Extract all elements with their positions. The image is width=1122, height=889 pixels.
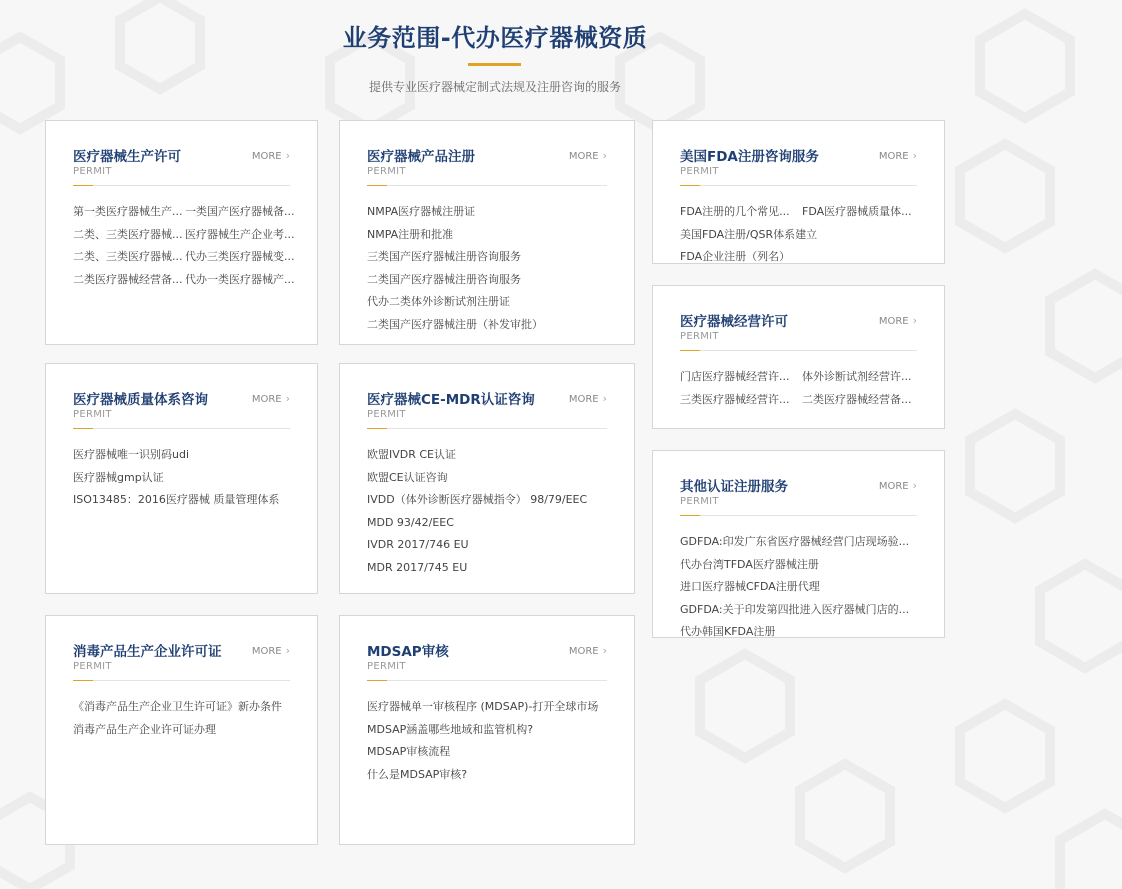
card-links [680,366,924,411]
more-link[interactable] [252,392,290,405]
list-item[interactable]: 第一类医疗器械生产... [73,205,183,218]
chevron-right-icon: › [912,314,917,327]
list-item[interactable]: 一类国产医疗器械备... [185,205,295,218]
list-item[interactable]: 欧盟IVDR CE认证 [367,448,457,461]
card-title[interactable]: 美国FDA注册咨询服务 [680,149,819,165]
card-subtitle: PERMIT [73,661,112,672]
list-item[interactable]: MDSAP涵盖哪些地域和监管机构? [367,722,534,736]
card-title[interactable]: MDSAP审核 [367,644,449,660]
more-link[interactable] [569,644,607,657]
list-item[interactable]: 二类、三类医疗器械... [73,250,183,264]
chevron-right-icon: › [285,392,290,405]
card-production-permit [45,120,318,345]
card-links [680,201,924,264]
card-other-certification [652,450,945,638]
list-item[interactable]: 门店医疗器械经营许... [680,370,790,383]
more-label: MORE [568,151,599,162]
card-subtitle: PERMIT [73,166,112,177]
list-item[interactable]: FDA企业注册（列名） [680,250,791,264]
card-header [367,640,607,681]
list-item[interactable]: 二类医疗器械经营备... [802,392,912,406]
card-disinfection-permit [45,615,318,845]
card-header [680,310,917,351]
card-subtitle: PERMIT [680,496,719,507]
card-fda-registration [652,120,945,264]
more-label: MORE [251,394,282,405]
more-link[interactable] [252,644,290,657]
card-subtitle: PERMIT [367,661,406,672]
chevron-right-icon: › [602,644,607,657]
list-item[interactable]: 什么是MDSAP审核? [367,767,468,781]
card-title[interactable]: 医疗器械产品注册 [367,149,475,165]
card-business-permit [652,285,945,429]
card-mdsap-audit [339,615,635,845]
card-header [367,388,607,429]
card-title[interactable]: 其他认证注册服务 [680,479,788,495]
chevron-right-icon: › [912,149,917,162]
card-header [73,388,290,429]
page-subtitle: 提供专业医疗器械定制式法规及注册咨询的服务 [368,80,621,94]
list-item[interactable]: 代办一类医疗器械产... [185,272,295,286]
list-item[interactable]: 体外诊断试剂经营许... [802,370,912,383]
card-title[interactable]: 医疗器械CE-MDR认证咨询 [367,392,535,408]
card-title[interactable]: 医疗器械质量体系咨询 [73,392,208,408]
list-item[interactable]: 代办台湾TFDA医疗器械注册 [680,557,819,571]
title-accent-bar [468,63,521,66]
list-item[interactable]: 二类、三类医疗器械... [73,227,183,241]
more-link[interactable] [879,149,917,162]
card-header [73,640,290,681]
list-item[interactable]: ISO13485：2016医疗器械 质量管理体系 [73,493,280,507]
card-links [367,696,614,786]
list-item[interactable]: 代办三类医疗器械变... [185,250,295,264]
card-subtitle: PERMIT [73,409,112,420]
more-label: MORE [251,151,282,162]
list-item[interactable]: 代办二类体外诊断试剂注册证 [367,295,510,309]
list-item[interactable]: 三类国产医疗器械注册咨询服务 [367,250,521,264]
list-item[interactable]: 二类医疗器械经营备... [73,272,183,286]
chevron-right-icon: › [285,149,290,162]
chevron-right-icon: › [602,392,607,405]
list-item[interactable]: 进口医疗器械CFDA注册代理 [680,580,820,594]
card-links [680,531,924,638]
list-item[interactable]: 二类国产医疗器械注册（补发审批） [367,317,543,331]
more-label: MORE [251,646,282,657]
more-link[interactable] [252,149,290,162]
list-item[interactable]: 医疗器械gmp认证 [73,470,164,484]
list-item[interactable]: 欧盟CE认证咨询 [367,470,448,484]
more-label: MORE [878,316,909,327]
card-ce-mdr [339,363,635,594]
chevron-right-icon: › [285,644,290,657]
chevron-right-icon: › [602,149,607,162]
list-item[interactable]: 三类医疗器械经营许... [680,392,790,406]
list-item[interactable]: FDA医疗器械质量体... [802,205,912,218]
card-links [73,201,297,291]
card-underline [367,680,387,681]
list-item[interactable]: 二类国产医疗器械注册咨询服务 [367,272,521,286]
more-label: MORE [878,481,909,492]
list-item[interactable]: 医疗器械单一审核程序 (MDSAP)-打开全球市场 [367,700,599,713]
list-item[interactable]: 医疗器械生产企业考... [185,227,295,241]
chevron-right-icon: › [912,479,917,492]
more-link[interactable] [879,479,917,492]
card-header [367,145,607,186]
more-link[interactable] [569,149,607,162]
card-header [73,145,290,186]
card-title[interactable]: 消毒产品生产企业许可证 [73,644,222,660]
card-subtitle: PERMIT [367,409,406,420]
card-quality-system [45,363,318,594]
list-item[interactable]: 《消毒产品生产企业卫生许可证》新办条件 [73,700,282,713]
card-links [367,201,614,337]
more-label: MORE [878,151,909,162]
list-item[interactable]: MDD 93/42/EEC [367,515,454,529]
card-underline [680,185,700,186]
list-item[interactable]: 美国FDA注册/QSR体系建立 [680,227,818,241]
card-title[interactable]: 医疗器械生产许可 [73,149,181,165]
card-underline [367,428,387,429]
list-item[interactable]: MDR 2017/745 EU [367,560,468,574]
list-item[interactable]: IVDD（体外诊断医疗器械指令） 98/79/EEC [367,493,588,507]
more-label: MORE [568,646,599,657]
card-header [680,475,917,516]
more-link[interactable] [569,392,607,405]
list-item[interactable]: GDFDA:印发广东省医疗器械经营门店现场验... [680,535,910,548]
card-underline [73,185,93,186]
card-links [367,444,614,580]
card-underline [367,185,387,186]
more-label: MORE [568,394,599,405]
card-subtitle: PERMIT [680,166,719,177]
list-item[interactable]: IVDR 2017/746 EU [367,538,469,552]
more-link[interactable] [879,314,917,327]
list-item[interactable]: NMPA医疗器械注册证 [367,205,476,218]
card-subtitle: PERMIT [367,166,406,177]
card-product-registration [339,120,635,345]
card-subtitle: PERMIT [680,331,719,342]
card-underline [73,680,93,681]
list-item[interactable]: MDSAP审核流程 [367,745,451,759]
list-item[interactable]: FDA注册的几个常见... [680,205,790,218]
list-item[interactable]: 消毒产品生产企业许可证办理 [73,722,216,736]
list-item[interactable]: 代办韩国KFDA注册 [680,625,776,638]
card-underline [680,350,700,351]
card-header [680,145,917,186]
list-item[interactable]: GDFDA:关于印发第四批进入医疗器械门店的... [680,602,910,616]
page-title: 业务范围-代办医疗器械资质 [342,24,648,52]
list-item[interactable]: 医疗器械唯一识别码udi [73,448,190,461]
card-underline [73,428,93,429]
card-links [73,444,297,512]
list-item[interactable]: NMPA注册和批准 [367,227,454,241]
card-links [73,696,297,741]
card-title[interactable]: 医疗器械经营许可 [680,314,788,330]
card-underline [680,515,700,516]
